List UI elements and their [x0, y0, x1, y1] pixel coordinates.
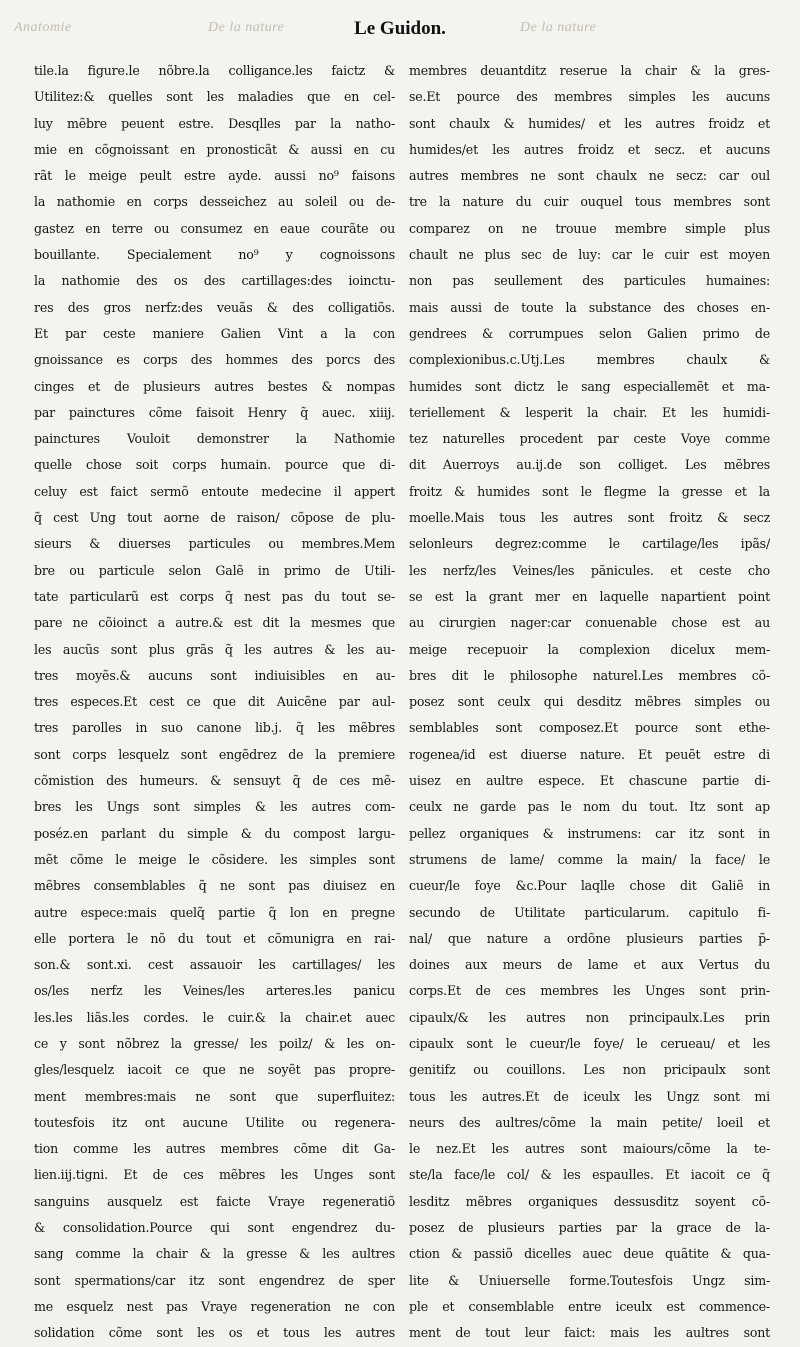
left-column-line: bouillante. Specialement no⁹ y cognoissons [34, 247, 395, 263]
right-column-line: autres membres ne sont chaulx ne secz: car oul [409, 168, 770, 184]
right-column-line: chault ne plus sec de luy: car le cuir est moyen [409, 247, 770, 263]
left-column-line: mẽbres consemblables q̃ ne sont pas diuisez en [34, 878, 395, 894]
left-column-line: sang comme la chair & la gresse & les aultres [34, 1246, 395, 1262]
right-column-line: doines aux meurs de lame et aux Vertus du [409, 957, 770, 973]
left-column-line: luy mẽbre peuent estre. Desqlles par la natho- [34, 115, 395, 131]
right-column-line: ste/la face/le col/ & les espaulles. Et iacoit ce q̃ [409, 1167, 770, 1183]
left-column [34, 58, 395, 1341]
right-column-line: ple et consemblable entre iceulx est commence- [409, 1298, 770, 1314]
left-column-line: rãt le meige peult estre ayde. aussi no⁹ faisons [34, 168, 395, 184]
bleed-through-text-left: Anatomie [14, 20, 72, 35]
right-column-line: posez de plusieurs parties par la grace de la- [409, 1220, 770, 1236]
left-column-line: me esquelz nest pas Vraye regeneration ne con [34, 1298, 395, 1314]
left-column-line: toutesfois itz ont aucune Utilite ou regenera- [34, 1114, 395, 1130]
right-column-line: humides/et les autres froidz et secz. et aucuns [409, 141, 770, 157]
left-column-line: tres especes.Et cest ce que dit Auicẽne par aul- [34, 694, 395, 710]
left-column-line: sieurs & diuerses particules ou membres.Mem [34, 536, 395, 552]
right-column-line: les nerfz/les Veines/les pãnicules. et ceste cho [409, 562, 770, 578]
left-column-line: mẽt cõme le meige le cõsidere. les simples sont [34, 851, 395, 867]
right-column-line: strumens de lame/ comme la main/ la face/ le [409, 851, 770, 867]
right-column-line: corps.Et de ces membres les Unges sont prin- [409, 983, 770, 999]
left-column-line: tate particularũ est corps q̃ nest pas du tout se- [34, 588, 395, 604]
right-column-line: froitz & humides sont le flegme la gresse et la [409, 483, 770, 499]
right-column-line: uisez en aultre espece. Et chascune partie di- [409, 773, 770, 789]
right-column-line: lite & Uniuerselle forme.Toutesfois Ungz sim- [409, 1272, 770, 1288]
left-column-line: tres moyẽs.& aucuns sont indiuisibles en au- [34, 667, 395, 683]
left-column-line: par painctures cõme faisoit Henry q̃ auec. xiiij. [34, 404, 395, 420]
left-column-line: son.& sont.xi. cest assauoir les cartillages/ les [34, 957, 395, 973]
right-column-line: ment de tout leur faict: mais les aultres sont [409, 1325, 770, 1341]
left-column-line: cinges et de plusieurs autres bestes & nompas [34, 378, 395, 394]
left-column-line: tile.la figure.le nõbre.la colligance.les faictz & [34, 63, 395, 78]
right-column-line: lesditz mẽbres organiques dessusditz soyent cõ- [409, 1193, 770, 1209]
right-column-line: sont chaulx & humides/ et les autres froidz et [409, 115, 770, 131]
right-column-line: cipaulx sont le cueur/le foye/ le cerueau/ et les [409, 1035, 770, 1051]
left-column-line: sont corps lesquelz sont engẽdrez de la premiere [34, 746, 395, 762]
left-column-line: & consolidation.Pource qui sont engendrez du- [34, 1220, 395, 1236]
right-column-line: tous les autres.Et de iceulx les Ungz sont mi [409, 1088, 770, 1104]
right-column-line: meige recepuoir la complexion dicelux mem- [409, 641, 770, 657]
left-column-line: ment membres:mais ne sont que superfluitez: [34, 1088, 395, 1104]
left-column-line: res des gros nerfz:des veuãs & des colligatiõs. [34, 299, 395, 315]
right-column-line: rogenea/id est diuerse nature. Et peuẽt estre di [409, 746, 770, 762]
right-column-line: tre la nature du cuir ouquel tous membres sont [409, 194, 770, 210]
left-column-line: les.les liãs.les cordes. le cuir.& la chair.et auec [34, 1009, 395, 1025]
left-column-line: bre ou particule selon Galẽ in primo de Utili- [34, 562, 395, 578]
left-column-line: elle portera le nõ du tout et cõmunigra en rai- [34, 930, 395, 946]
right-column-line: neurs des aultres/cõme la main petite/ loeil et [409, 1114, 770, 1130]
right-column-line: genitifz ou couillons. Les non pricipaulx sont [409, 1062, 770, 1078]
right-column-line: se.Et pource des membres simples les aucuns [409, 89, 770, 105]
right-column-line: posez sont ceulx qui desditz mẽbres simples ou [409, 694, 770, 710]
right-column-line: bres dit le philosophe naturel.Les membres cõ- [409, 667, 770, 683]
right-column-line: nal/ que nature a ordõne plusieurs parties p̃- [409, 930, 770, 946]
left-column-line: os/les nerfz les Veines/les arteres.les panicu [34, 983, 395, 999]
left-column-line: painctures Vouloit demonstrer la Nathomie [34, 431, 395, 447]
right-column-line: cipaulx/& les autres non principaulx.Les prin [409, 1009, 770, 1025]
left-column-line: ce y sont nõbrez la gresse/ les poilz/ & les on- [34, 1035, 395, 1051]
right-column-line: ction & passiõ dicelles auec deue quãtite & qua- [409, 1246, 770, 1262]
left-column-line: Utilitez:& quelles sont les maladies que en cel- [34, 89, 395, 105]
right-column-line: comparez on ne trouue membre simple plus [409, 220, 770, 236]
right-column-line: semblables sont composez.Et pource sont ethe- [409, 720, 770, 736]
left-column-line: gnoissance es corps des hommes des porcs des [34, 352, 395, 368]
left-column-line: tres parolles in suo canone lib.j. q̃ les mẽbres [34, 720, 395, 736]
left-column-line: gastez en terre ou consumez en eaue courãte ou [34, 220, 395, 236]
left-column-line: sanguins ausquelz est faicte Vraye regeneratiõ [34, 1193, 395, 1209]
right-column-line: membres deuantditz reserue la chair & la gres- [409, 63, 770, 78]
right-column-line: cueur/le foye &c.Pour laqlle chose dit Galiẽ in [409, 878, 770, 894]
left-column-line: gles/lesquelz iacoit ce que ne soyẽt pas propre- [34, 1062, 395, 1078]
right-column-line: non pas seullement des particules humaines: [409, 273, 770, 289]
left-column-line: celuy est faict sermõ entoute medecine il appert [34, 483, 395, 499]
left-column-line: sont spermations/car itz sont engendrez de sper [34, 1272, 395, 1288]
left-column-line: q̃ cest Ung tout aorne de raison/ cõpose de plu- [34, 510, 395, 526]
right-column-line: pellez organiques & instrumens: car itz sont in [409, 825, 770, 841]
right-column-line: le nez.Et les autres sont maiours/cõme la te- [409, 1141, 770, 1157]
left-column-line: tion comme les autres membres cõme dit Ga- [34, 1141, 395, 1157]
right-column-line: au cirurgien nager:car conuenable chose est au [409, 615, 770, 631]
right-column [409, 58, 770, 1341]
right-column-line: tez naturelles procedent par ceste Voye comme [409, 431, 770, 447]
left-column-line: cõmistion des humeurs. & sensuyt q̃ de ces mẽ- [34, 773, 395, 789]
left-column-line: mie en cõgnoissant en pronosticãt & aussi en cu [34, 141, 395, 157]
right-column-line: se est la grant mer en laquelle napartient point [409, 588, 770, 604]
right-column-line: teriellement & lesperit la chair. Et les humidi- [409, 404, 770, 420]
left-column-line: quelle chose soit corps humain. pource que di- [34, 457, 395, 473]
running-head: Le Guidon. [354, 18, 446, 39]
left-column-line: la nathomie en corps desseichez au soleil ou de- [34, 194, 395, 210]
left-column-line: poséz.en parlant du simple & du compost largu- [34, 825, 395, 841]
right-column-line: mais aussi de toute la substance des choses en- [409, 299, 770, 315]
left-column-line: solidation cõme sont les os et tous les autres [34, 1325, 395, 1341]
left-column-line: pare ne cõioinct a autre.& est dit la mesmes que [34, 615, 395, 631]
left-column-line: les aucũs sont plus grãs q̃ les autres & les au- [34, 641, 395, 657]
right-column-line: secundo de Utilitate particularum. capitulo fi- [409, 904, 770, 920]
right-column-line: gendrees & corrumpues selon Galien primo de [409, 325, 770, 341]
left-column-line: Et par ceste maniere Galien Vint a la con [34, 325, 395, 341]
bleed-through-text-right: De la nature [520, 20, 597, 35]
bleed-through-text-middle: De la nature [208, 20, 285, 35]
left-column-line: bres les Ungs sont simples & les autres com- [34, 799, 395, 815]
right-column-line: selonleurs degrez:comme le cartilage/les ipãs/ [409, 536, 770, 552]
left-column-line: la nathomie des os des cartillages:des ioinctu- [34, 273, 395, 289]
left-column-line: autre espece:mais quelq̃ partie q̃ lon en pregne [34, 904, 395, 920]
right-column-line: ceulx ne garde pas le nom du tout. Itz sont ap [409, 799, 770, 815]
text-columns [34, 58, 770, 1341]
right-column-line: dit Auerroys au.ij.de son colliget. Les mẽbres [409, 457, 770, 473]
right-column-line: moelle.Mais tous les autres sont froitz & secz [409, 510, 770, 526]
left-column-line: lien.iij.tigni. Et de ces mẽbres les Unges sont [34, 1167, 395, 1183]
right-column-line: humides sont dictz le sang especiallemẽt et ma- [409, 378, 770, 394]
right-column-line: complexionibus.c.Utj.Les membres chaulx & [409, 352, 770, 368]
